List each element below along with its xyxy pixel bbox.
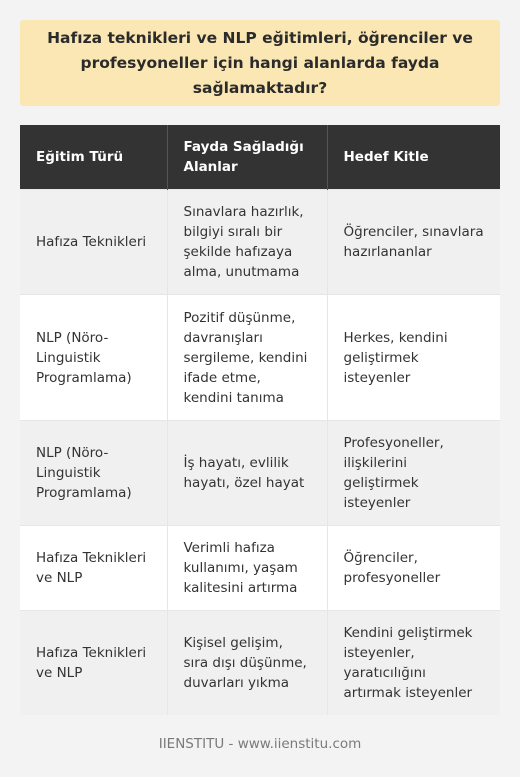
cell-target-audience: Öğrenciler, sınavlara hazırlananlar: [327, 190, 500, 295]
cell-target-audience: Kendini geliştirmek isteyenler, yaratıcılığını artırmak isteyenler: [327, 611, 500, 716]
cell-benefit-areas: Verimli hafıza kullanımı, yaşam kalitesini artırma: [167, 526, 327, 611]
table-row: [20, 611, 500, 716]
title-banner: [20, 20, 500, 106]
cell-benefit-areas: Kişisel gelişim, sıra dışı düşünme, duvarları yıkma: [167, 611, 327, 716]
cell-education-type: Hafıza Teknikleri: [20, 190, 167, 295]
cell-benefit-areas: İş hayatı, evlilik hayatı, özel hayat: [167, 421, 327, 526]
cell-education-type: NLP (Nöro-Linguistik Programlama): [20, 295, 167, 421]
table-row: [20, 526, 500, 611]
cell-education-type: NLP (Nöro-Linguistik Programlama): [20, 421, 167, 526]
cell-education-type: Hafıza Teknikleri ve NLP: [20, 611, 167, 716]
cell-benefit-areas: Sınavlara hazırlık, bilgiyi sıralı bir şekilde hafızaya alma, unutmama: [167, 190, 327, 295]
table-row: [20, 190, 500, 295]
header-benefit-areas: Fayda Sağladığı Alanlar: [167, 125, 327, 190]
footer-credit: IIENSTITU - www.iienstitu.com: [158, 736, 362, 752]
cell-target-audience: Profesyoneller, ilişkilerini geliştirmek isteyenler: [327, 421, 500, 526]
cell-target-audience: Öğrenciler, profesyoneller: [327, 526, 500, 611]
cell-benefit-areas: Pozitif düşünme, davranışları sergileme, kendini ifade etme, kendini tanıma: [167, 295, 327, 421]
cell-target-audience: Herkes, kendini geliştirmek isteyenler: [327, 295, 500, 421]
table-row: [20, 421, 500, 526]
table-header-row: [20, 125, 500, 190]
cell-education-type: Hafıza Teknikleri ve NLP: [20, 526, 167, 611]
info-table: [20, 125, 500, 715]
table-row: [20, 295, 500, 421]
page-title: Hafıza teknikleri ve NLP eğitimleri, öğrenciler ve profesyoneller için hangi alanlarda fayda sağlamaktadır?: [47, 28, 473, 97]
header-target-audience: Hedef Kitle: [327, 125, 500, 190]
header-education-type: Eğitim Türü: [20, 125, 167, 190]
